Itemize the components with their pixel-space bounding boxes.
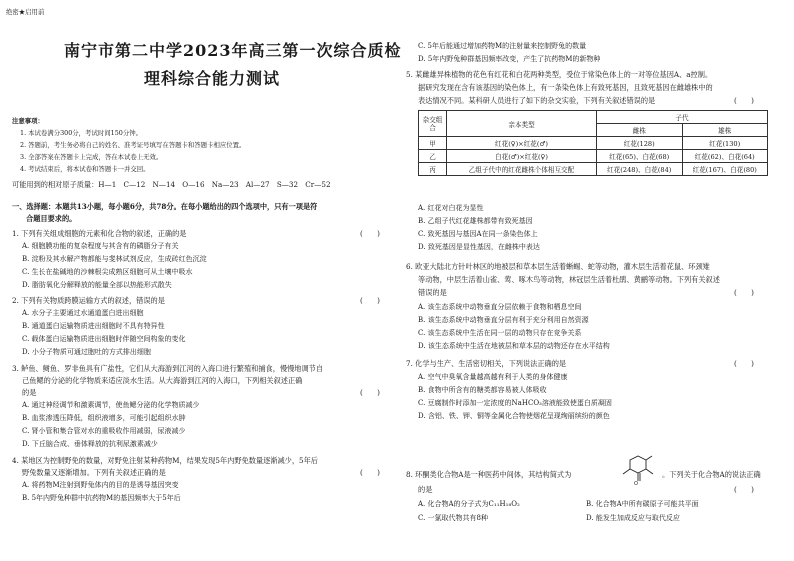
table-cell: 红花(♀)×红花(♂): [447, 137, 597, 150]
note-item: 2. 答题前，考生务必将自己的姓名、准考证号填写在答题卡和答题卡相应位置。: [20, 141, 246, 149]
q3-option-a: A. 通过神经调节和激素调节，使鱼鳃分泌的化学物质减少: [22, 401, 200, 409]
note-item: 4. 考试结束后，将本试卷和答题卡一并交回。: [20, 165, 150, 173]
table-cell: 红花(62)、白花(64): [682, 150, 768, 163]
notes-heading: 注意事项：: [12, 117, 44, 125]
q2-option-b: B. 通道蛋白运输物质进出细胞时不具有特异性: [22, 322, 165, 330]
q8-option-b: B. 化合物A中所有碳原子可能共平面: [586, 500, 699, 508]
table-cell: 红花(167)、白花(80): [682, 163, 768, 176]
q4-stem-cont: 野兔数量又逐渐增加。下列有关叙述正确的是: [22, 468, 166, 477]
exam-title: 南宁市第二中学2023年高三第一次综合质检: [64, 41, 402, 60]
atomic-masses: 可能用到的相对原子质量：H—1 C—12 N—14 O—16 Na—23 Al—27 S—32 Cr—52: [12, 180, 331, 189]
q6-stem-cont: 错误的是: [418, 288, 447, 297]
confidential-mark: 绝密★启用前: [6, 8, 45, 16]
table-row: [419, 137, 768, 150]
table-cell: 红花(128): [597, 137, 683, 150]
exam-subtitle: 理科综合能力测试: [144, 69, 281, 88]
q5-stem-cont: 据研究发现在含有该基因的染色体上，有一条染色体上有致死基因，且致死基因在雌雄株中的: [418, 83, 713, 92]
table-cell: 甲: [419, 137, 447, 150]
note-item: 3. 全部答案在答题卡上完成，答在本试卷上无效。: [20, 153, 163, 161]
q4-stem: 4. 某地区为控制野免的数量，对野免注射某种药物M，结果发现5年内野免数量逐渐减少，5年后: [12, 456, 318, 465]
q4-option-a: A. 将药物M注射到野兔体内的目的是诱导基因突变: [22, 481, 179, 489]
q8-option-a: A. 化合物A的分子式为C₁₁H₁₈O₂: [418, 500, 520, 508]
q8-option-c: C. 一氯取代物共有8种: [418, 514, 489, 522]
q5-answer-paren: ( ): [734, 96, 754, 105]
table-header-group: 杂交组合: [419, 111, 447, 137]
table-cell: 白花(♂)×红花(♀): [447, 150, 597, 163]
table-header-male: 雄株: [682, 124, 768, 137]
q1-answer-paren: ( ): [360, 229, 380, 238]
table-row: [419, 150, 768, 163]
q7-option-c: C. 豆腐制作时添加一定浓度的NaHCO₃溶液能致使蛋白质凝固: [418, 399, 612, 407]
q2-answer-paren: ( ): [360, 296, 380, 305]
table-header-offspring: 子代: [597, 111, 768, 124]
q7-option-a: A. 空气中臭氧含量越高越有利于人类的身体健康: [418, 373, 568, 381]
q6-option-b: B. 该生态系统中动物垂直分层有利于充分利用自然资源: [418, 316, 589, 324]
q2-stem: 2. 下列有关物质跨膜运输方式的叙述，错误的是: [12, 296, 165, 305]
q3-option-b: B. 血浆渗透压降低，组织液增多，可能引起组织水肿: [22, 414, 186, 422]
q3-stem-cont: 的是: [22, 388, 37, 397]
q1-option-d: D. 脂肪氧化分解释放的能量全部以热能形式散失: [22, 281, 172, 289]
svg-text:O: O: [634, 481, 638, 486]
q4-answer-paren: ( ): [360, 468, 380, 477]
q3-answer-paren: ( ): [360, 388, 380, 397]
q1-stem: 1. 下列有关组成细胞的元素和化合物的叙述，正确的是: [12, 229, 187, 238]
note-item: 1. 本试卷满分300分，考试时间150分钟。: [20, 129, 142, 137]
q6-stem: 6. 欧亚大陆北方针叶林区的地被层和草本层生活着蜥蜴、蛇等动物，灌木层生活着花鼠、环颈雉: [406, 262, 710, 271]
section-heading: 一、选择题：本题共13小题，每小题6分，共78分。在每小题给出的四个选项中，只有一项是符: [12, 202, 318, 211]
q6-stem-cont: 等动物，中层生活着山雀、莺、啄木鸟等动物，林冠层生活着杜鹃、黄鹂等动物。下列有关叙述: [418, 275, 720, 284]
q8-stem: 8. 环酮类化合物A是一种医药中间体，其结构简式为: [406, 470, 572, 479]
q7-answer-paren: ( ): [734, 359, 754, 368]
cyclohexanone-structure-image: [612, 452, 662, 486]
table-header-parent: 亲本类型: [447, 111, 597, 137]
table-cell: 丙: [419, 163, 447, 176]
q3-stem: 3. 鲈鱼、鲥鱼、罗非鱼具有广盐性，它们从大海游到江河的入海口进行繁殖和捕食，慢慢地调节自: [12, 364, 324, 373]
q4-option-c: C. 5年后能通过增加药物M的注射量来控制野兔的数量: [418, 42, 587, 50]
q3-stem-cont: 己鱼鳃的分泌的化学物质来适应淡水生活。从大海游到江河的入海口，下列相关叙述正确: [22, 376, 303, 385]
q8-answer-paren: ( ): [734, 485, 754, 494]
q2-option-a: A. 水分子主要通过水通道蛋白进出细胞: [22, 309, 144, 317]
q5-option-b: B. 乙组子代红花雄株都带有致死基因: [418, 217, 533, 225]
q5-option-d: D. 致死基因是显性基因，在雌株中表达: [418, 243, 540, 251]
table-row: [419, 163, 768, 176]
q5-option-c: C. 致死基因与基因A在同一条染色体上: [418, 230, 538, 238]
q5-stem-cont: 表达情况不同。某科研人员进行了如下的杂交实验，下列有关叙述错误的是: [418, 96, 656, 105]
q7-stem: 7. 化学与生产、生活密切相关，下列说法正确的是: [406, 359, 567, 368]
q5-stem: 5. 某雌雄异株植物的花色有红花和白花两种类型，受位于常染色体上的一对等位基因A、a控制。: [406, 70, 713, 79]
q8-option-d: D. 能发生加成反应与取代反应: [586, 514, 680, 522]
q1-option-c: C. 生长在盐碱地的沙棘根尖成熟区细胞可从土壤中吸水: [22, 268, 193, 276]
q6-option-c: C. 该生态系统中生活在同一层的动物只存在竞争关系: [418, 329, 582, 337]
q6-answer-paren: ( ): [734, 288, 754, 297]
right-column: [400, 0, 794, 561]
table-cell: 红花(248)、白花(84): [597, 163, 683, 176]
q3-option-c: C. 肾小管和集合管对水的重吸收作用减弱，尿液减少: [22, 427, 186, 435]
q2-option-d: D. 小分子物质可通过胞吐的方式排出细胞: [22, 348, 151, 356]
q4-option-d: D. 5年内野兔种群基因频率改变，产生了抗药物M的新物种: [418, 55, 601, 63]
table-cell: 乙组子代中的红花雌株个体相互交配: [447, 163, 597, 176]
section-heading-cont: 合题目要求的。: [26, 214, 77, 223]
q8-stem-cont: 。下列关于化合物A的说法正确: [662, 470, 761, 479]
q7-option-b: B. 食物中所含有的糖类都容易被人体吸收: [418, 386, 547, 394]
q5-option-a: A. 红花对白花为显性: [418, 204, 484, 212]
table-cell: 乙: [419, 150, 447, 163]
q5-cross-table: [418, 110, 768, 176]
q1-option-a: A. 细胞膜功能的复杂程度与其含有的磷脂分子有关: [22, 242, 179, 250]
q8-stem-cont: 的是: [418, 485, 433, 494]
q6-option-a: A. 该生态系统中动物垂直分层依赖于食物和栖息空间: [418, 303, 582, 311]
q6-option-d: D. 该生态系统中生活在地被层和草本层的动物还存在水平结构: [418, 342, 610, 350]
table-header-female: 雌株: [597, 124, 683, 137]
q3-option-d: D. 下丘脑合成、垂体释放的抗利尿激素减少: [22, 440, 158, 448]
q2-option-c: C. 载体蛋白运输物质进出细胞时伴随空间构象的变化: [22, 335, 186, 343]
q1-option-b: B. 淀粉及其水解产物都能与斐林试剂反应，生成砖红色沉淀: [22, 255, 207, 263]
table-cell: 红花(65)、白花(68): [597, 150, 683, 163]
q7-option-d: D. 含铝、铁、钾、铜等金属化合物使烟花呈现绚丽缤纷的颜色: [418, 412, 610, 420]
q4-option-b: B. 5年内野兔种群中抗药物M的基因频率大于5年后: [22, 494, 181, 502]
table-cell: 红花(130): [682, 137, 768, 150]
